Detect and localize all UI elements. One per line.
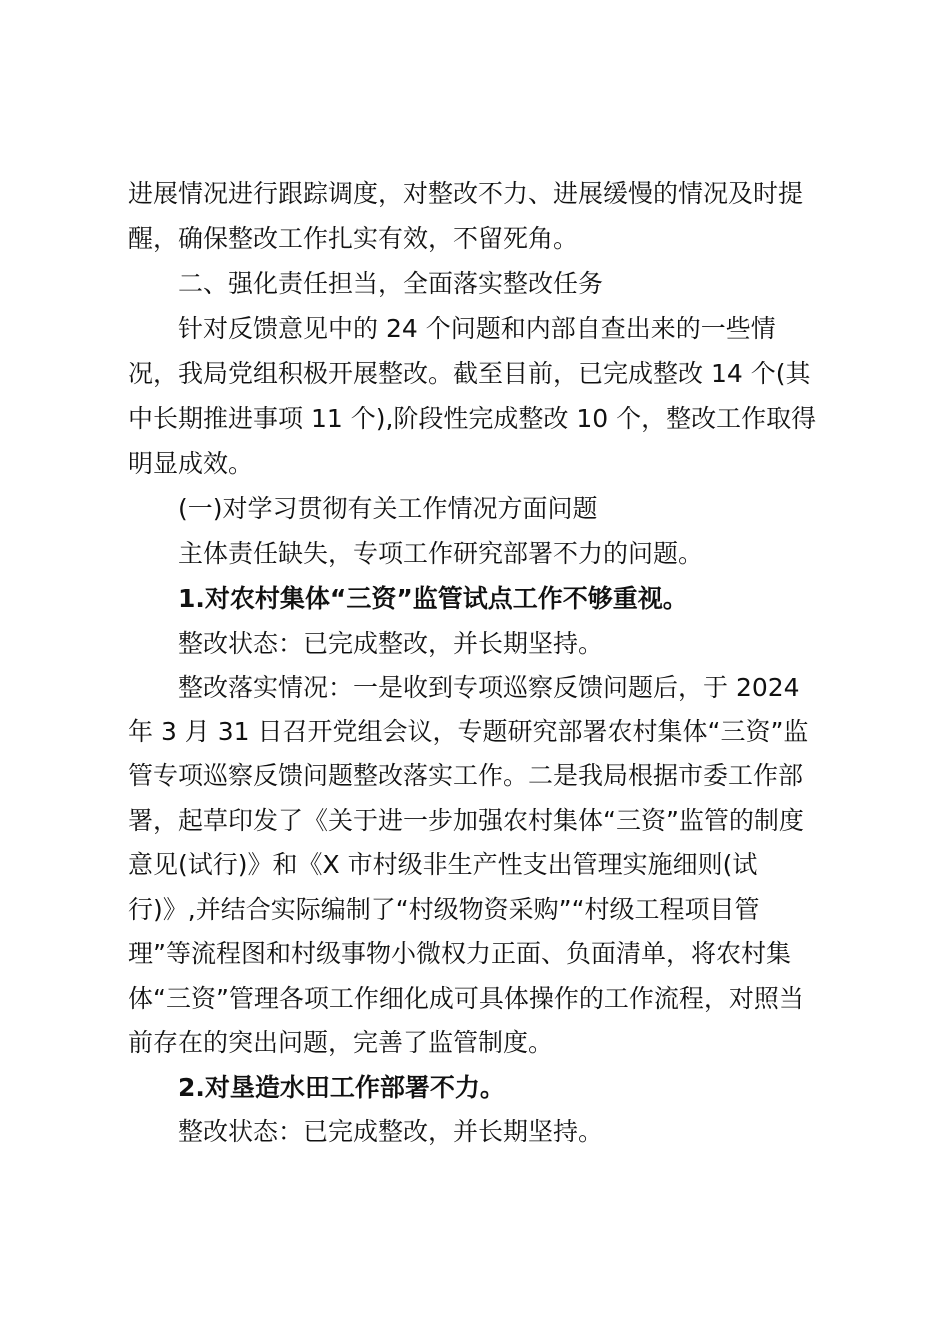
- text-line: 前存在的突出问题，完善了监管制度。: [128, 1028, 554, 1057]
- text-line: 体“三资”管理各项工作细化成可具体操作的工作流程，对照当: [128, 984, 804, 1013]
- text-line: 整改落实情况：一是收到专项巡察反馈问题后，于 2024: [178, 673, 800, 702]
- subsection-heading: (一)对学习贯彻有关工作情况方面问题: [178, 494, 598, 523]
- text-line: 署，起草印发了《关于进一步加强农村集体“三资”监管的制度: [128, 806, 804, 835]
- text-line: 醒，确保整改工作扎实有效，不留死角。: [128, 224, 579, 253]
- text-line: 进展情况进行跟踪调度，对整改不力、进展缓慢的情况及时提: [128, 179, 804, 208]
- text-line: 针对反馈意见中的 24 个问题和内部自查出来的一些情: [178, 314, 776, 343]
- text-line: 理”等流程图和村级事物小微权力正面、负面清单，将农村集: [128, 939, 791, 968]
- section-heading: 二、强化责任担当，全面落实整改任务: [178, 269, 604, 298]
- text-line: 意见(试行)》和《X 市村级非生产性支出管理实施细则(试: [128, 850, 758, 879]
- text-line: 行)》,并结合实际编制了“村级物资采购”“村级工程项目管: [128, 895, 760, 924]
- status-line: 整改状态：已完成整改，并长期坚持。: [178, 1117, 604, 1146]
- text-line: 明显成效。: [128, 449, 254, 478]
- text-line: 况，我局党组积极开展整改。截至目前，已完成整改 14 个(其: [128, 359, 811, 388]
- text-line: 管专项巡察反馈问题整改落实工作。二是我局根据市委工作部: [128, 761, 804, 790]
- item-heading: 2.对垦造水田工作部署不力。: [178, 1073, 505, 1102]
- item-heading: 1.对农村集体“三资”监管试点工作不够重视。: [178, 584, 688, 613]
- status-line: 整改状态：已完成整改，并长期坚持。: [178, 629, 604, 658]
- text-line: 主体责任缺失，专项工作研究部署不力的问题。: [178, 539, 704, 568]
- text-line: 中长期推进事项 11 个),阶段性完成整改 10 个，整改工作取得: [128, 404, 817, 433]
- text-line: 年 3 月 31 日召开党组会议，专题研究部署农村集体“三资”监: [128, 717, 809, 746]
